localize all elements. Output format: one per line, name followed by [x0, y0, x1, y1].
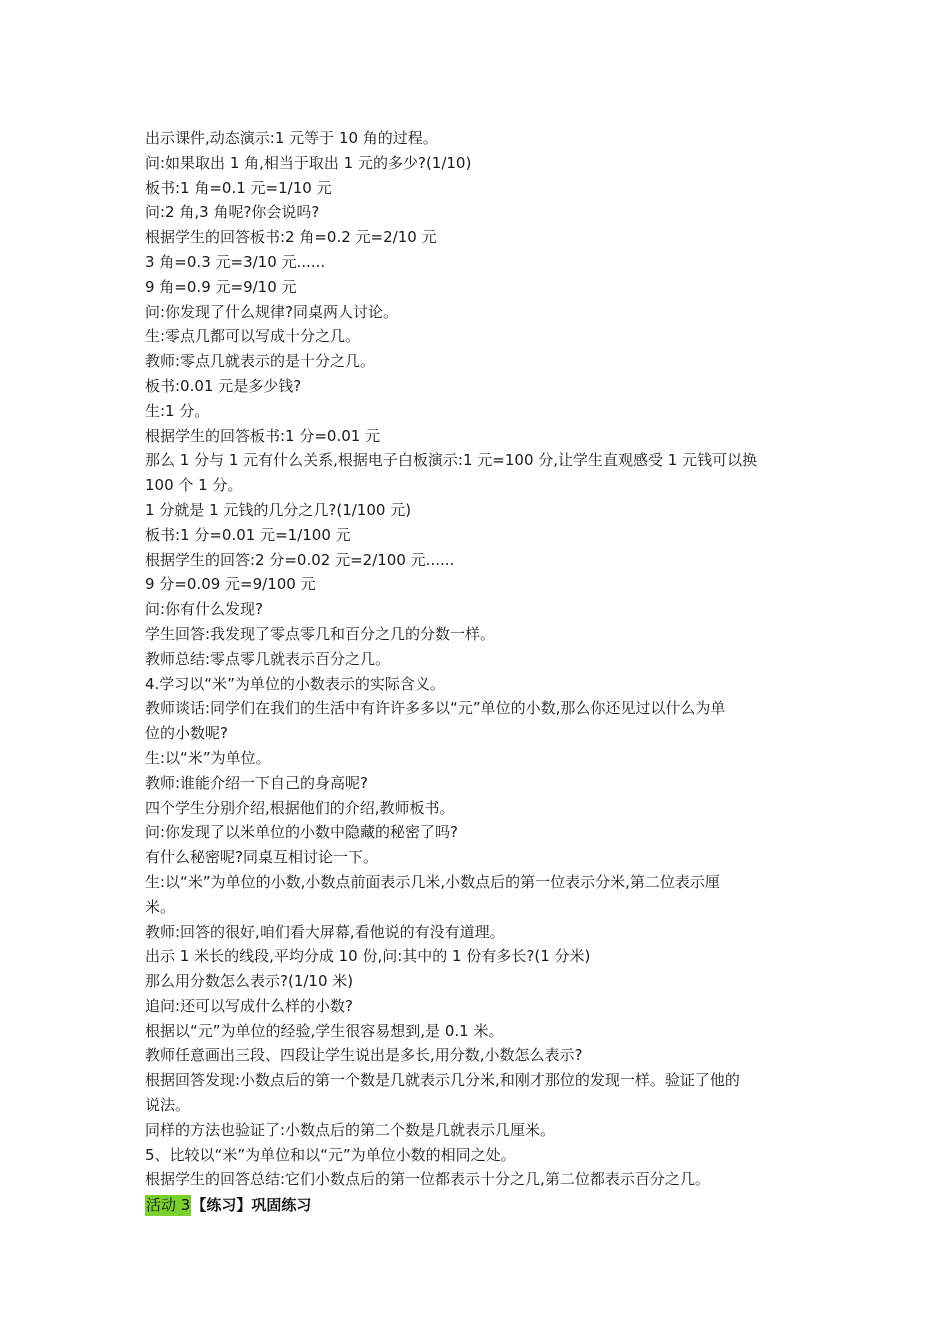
section-heading-5: 5、比较以“米”为单位和以“元”为单位小数的相同之处。 [145, 1145, 516, 1164]
text-line: 板书:0.01 元是多少钱? [145, 376, 302, 395]
text-line: 生:1 分。 [145, 401, 210, 420]
text-line: 问:如果取出 1 角,相当于取出 1 元的多少?(1/10) [145, 153, 472, 172]
text-line: 板书:1 角=0.1 元=1/10 元 [145, 178, 332, 197]
text-line: 生:以“米”为单位。 [145, 748, 271, 767]
text-line: 生:以“米”为单位的小数,小数点前面表示几米,小数点后的第一位表示分米,第二位表示厘 [145, 872, 720, 891]
text-line: 教师总结:零点零几就表示百分之几。 [145, 649, 391, 668]
text-line: 根据学生的回答板书:2 角=0.2 元=2/10 元 [145, 228, 437, 247]
text-line: 1 分就是 1 元钱的几分之几?(1/100 元) [145, 500, 412, 519]
text-line: 9 角=0.9 元=9/10 元 [145, 277, 297, 296]
activity-heading [145, 1192, 815, 1218]
document-body [145, 126, 815, 1218]
text-line: 教师谈话:同学们在我们的生活中有许许多多以“元”单位的小数,那么你还见过以什么为单 [145, 699, 726, 718]
text-line: 板书:1 分=0.01 元=1/100 元 [145, 525, 351, 544]
text-line: 位的小数呢? [145, 724, 228, 743]
text-line: 根据学生的回答板书:1 分=0.01 元 [145, 426, 381, 445]
text-line: 根据以“元”为单位的经验,学生很容易想到,是 0.1 米。 [145, 1021, 504, 1040]
activity-tag-highlight: 活动 3 [146, 1196, 191, 1215]
text-line: 米。 [145, 897, 176, 916]
text-line: 教师任意画出三段、四段让学生说出是多长,用分数,小数怎么表示? [145, 1046, 583, 1065]
text-line: 出示 1 米长的线段,平均分成 10 份,问:其中的 1 份有多长?(1 分米) [145, 947, 591, 966]
text-line: 9 分=0.09 元=9/100 元 [145, 575, 316, 594]
text-line: 那么 1 分与 1 元有什么关系,根据电子白板演示:1 元=100 分,让学生直观感受 1 元钱可以换 [145, 451, 758, 470]
text-line: 根据学生的回答总结:它们小数点后的第一位都表示十分之几,第二位都表示百分之几。 [145, 1170, 710, 1189]
activity-title: 【练习】巩固练习 [191, 1196, 312, 1215]
text-line: 教师:零点几就表示的是十分之几。 [145, 352, 376, 371]
text-line: 教师:回答的很好,咱们看大屏幕,看他说的有没有道理。 [145, 922, 505, 941]
section-heading-4: 4.学习以“米”为单位的小数表示的实际含义。 [145, 674, 445, 693]
text-line: 教师:谁能介绍一下自己的身高呢? [145, 773, 369, 792]
text-line: 追问:还可以写成什么样的小数? [145, 996, 354, 1015]
text-line: 学生回答:我发现了零点零几和百分之几的分数一样。 [145, 624, 496, 643]
text-line: 问:你发现了以米单位的小数中隐藏的秘密了吗? [145, 823, 459, 842]
text-line: 有什么秘密呢?同桌互相讨论一下。 [145, 848, 378, 867]
text-line: 说法。 [145, 1096, 191, 1115]
text-line: 3 角=0.3 元=3/10 元...... [145, 252, 326, 271]
text-line: 四个学生分别介绍,根据他们的介绍,教师板书。 [145, 798, 455, 817]
text-line: 问:你发现了什么规律?同桌两人讨论。 [145, 302, 399, 321]
text-line: 生:零点几都可以写成十分之几。 [145, 327, 361, 346]
text-line: 同样的方法也验证了:小数点后的第二个数是几就表示几厘米。 [145, 1120, 556, 1139]
text-line: 问:你有什么发现? [145, 600, 264, 619]
text-line: 根据回答发现:小数点后的第一个数是几就表示几分米,和刚才那位的发现一样。验证了他的 [145, 1071, 740, 1090]
text-line: 100 个 1 分。 [145, 476, 243, 495]
text-line: 出示课件,动态演示:1 元等于 10 角的过程。 [145, 129, 438, 147]
text-line: 根据学生的回答:2 分=0.02 元=2/100 元...... [145, 550, 455, 569]
text-line: 那么用分数怎么表示?(1/10 米) [145, 972, 354, 991]
text-line: 问:2 角,3 角呢?你会说吗? [145, 203, 320, 222]
